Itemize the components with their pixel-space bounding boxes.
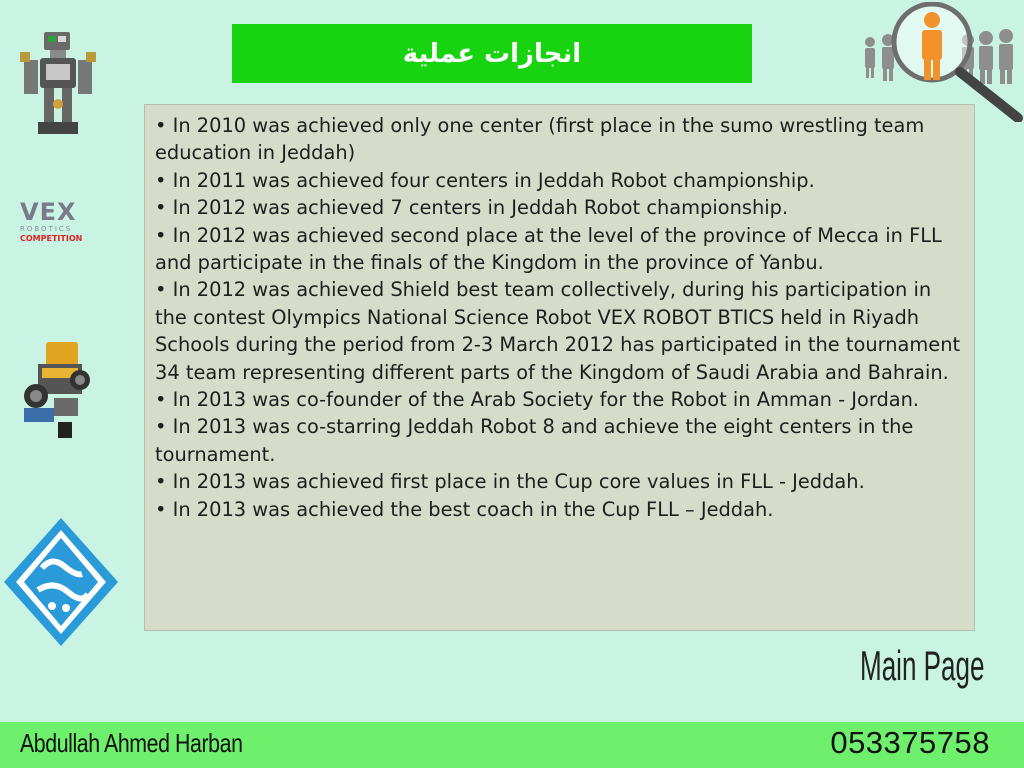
- achievement-item: • In 2012 was achieved 7 centers in Jeddah Robot championship.: [155, 196, 789, 220]
- vex-logo: [20, 200, 104, 252]
- achievement-item: • In 2010 was achieved only one center (first place in the sumo wrestling team education in Jeddah): [155, 114, 925, 165]
- main-page-link[interactable]: Main Page: [860, 642, 985, 689]
- club-logo-icon: [2, 516, 120, 648]
- achievement-item: • In 2013 was achieved the best coach in the Cup FLL – Jeddah.: [155, 497, 774, 521]
- vex-brand-text: VEX: [20, 198, 77, 226]
- achievement-item: • In 2012 was achieved second place at the level of the province of Mecca in FLL and participate in the finals of the Kingdom in the province of Yanbu.: [155, 223, 942, 275]
- vex-competition-text: COMPETITION: [20, 234, 83, 243]
- achievements-box: [144, 104, 975, 631]
- robot-icon: [14, 22, 102, 140]
- robot-kit-icon: [18, 338, 96, 444]
- achievement-item: • In 2013 was co-founder of the Arab Society for the Robot in Amman - Jordan.: [155, 388, 920, 412]
- vex-sub-text: ROBOTICS: [20, 225, 73, 233]
- footer-bar: [0, 722, 1024, 768]
- author-name: Abdullah Ahmed Harban: [20, 728, 243, 758]
- page-title: انجازات عملية: [402, 38, 582, 69]
- achievement-item: • In 2013 was achieved first place in the Cup core values in FLL - Jeddah.: [155, 470, 865, 494]
- phone-number: 053375758: [830, 725, 990, 760]
- achievement-item: • In 2011 was achieved four centers in Jeddah Robot championship.: [155, 168, 815, 192]
- achievement-item: • In 2012 was achieved Shield best team collectively, during his participation in the contest Olympics National Science Robot VEX ROBOT BTICS held in Riyadh Schools during the period from 2-3 March 2012 has participated in the tournament 34 team representing different parts of the Kingdom of Saudi Arabia and Bahrain.: [155, 278, 961, 384]
- achievement-item: • In 2013 was co-starring Jeddah Robot 8 and achieve the eight centers in the tournament.: [155, 415, 914, 466]
- title-banner: [232, 24, 752, 83]
